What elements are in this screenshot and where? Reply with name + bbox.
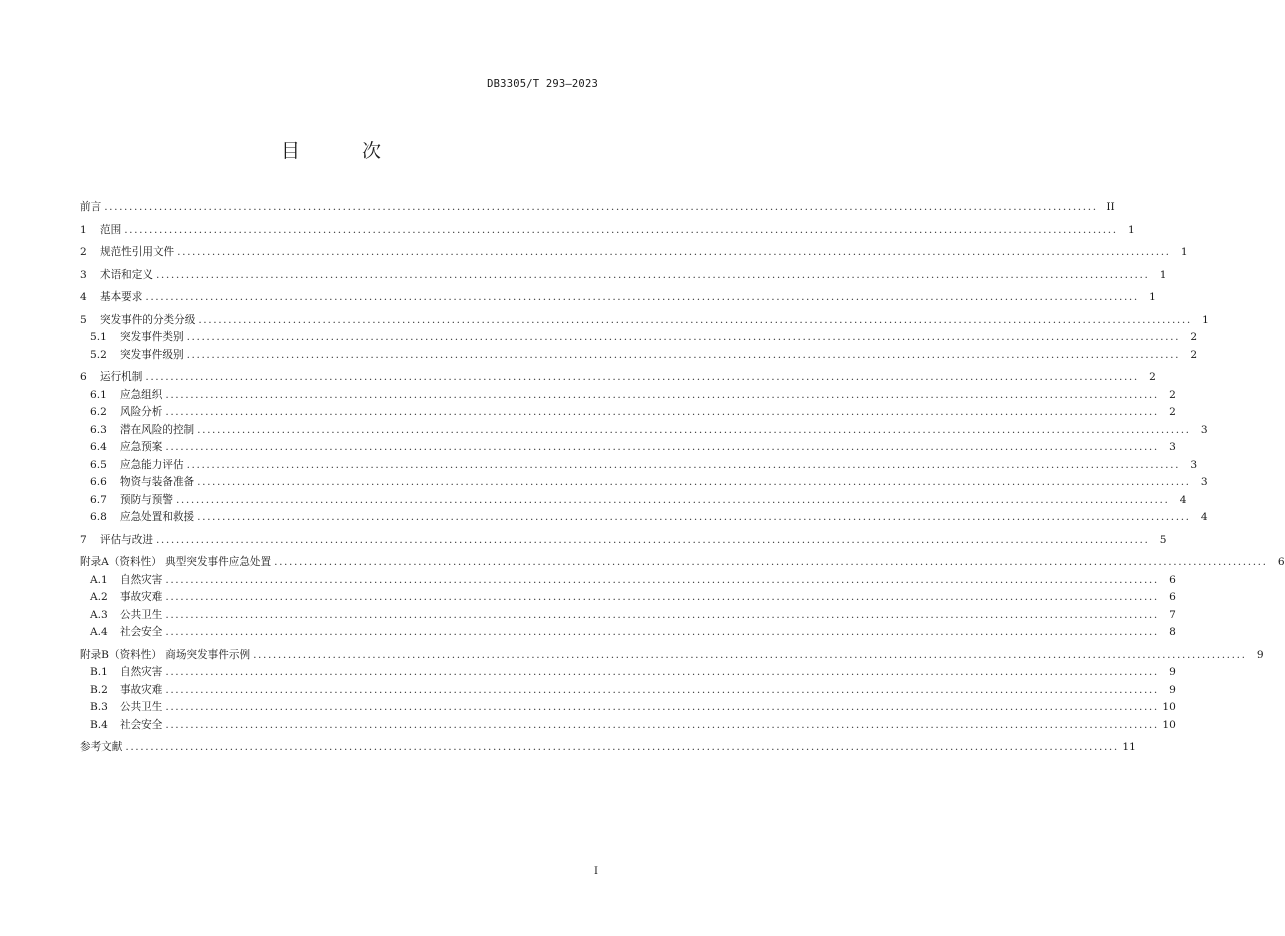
toc-entry-number: 5	[80, 313, 87, 326]
toc-dot-leader: ........................................................................................................................................................................................................	[198, 313, 1192, 326]
toc-entry-number: B.2	[90, 683, 108, 696]
toc-entry-page: 1	[1180, 246, 1188, 258]
toc-entry-page: 1	[1149, 291, 1156, 303]
toc-entry-label: 范围	[100, 223, 122, 236]
toc-entry-number: 6	[80, 371, 87, 383]
toc-dot-leader: ........................................................................................................................................................................................................	[145, 371, 1139, 383]
toc-entry-label: 运行机制	[100, 371, 143, 383]
toc-entry-page: 3	[1200, 476, 1208, 488]
toc-entry-page: 11	[1122, 741, 1136, 753]
toc-entry[interactable]	[80, 199, 1115, 217]
toc-dot-leader: ........................................................................................................................................................................................................	[165, 573, 1159, 586]
toc-entry-page: 1	[1127, 223, 1135, 236]
toc-entry-number: 6.8	[90, 511, 107, 523]
toc-entry-label: 突发事件级别	[120, 348, 184, 361]
toc-entry[interactable]	[80, 474, 1208, 492]
toc-entry[interactable]	[80, 572, 1176, 590]
toc-entry-page: 6	[1169, 591, 1176, 603]
toc-entry-label: 术语和定义	[100, 268, 153, 281]
toc-dot-leader: ........................................................................................................................................................................................................	[253, 648, 1247, 661]
toc-entry[interactable]	[80, 422, 1208, 440]
toc-entry-page: 2	[1169, 406, 1176, 418]
toc-entry-number: 6.3	[90, 423, 107, 436]
toc-entry-page: 8	[1169, 626, 1176, 638]
toc-dot-leader: ........................................................................................................................................................................................................	[197, 423, 1191, 436]
toc-dot-leader: ........................................................................................................................................................................................................	[145, 291, 1139, 303]
toc-entry-number: A.4	[90, 626, 108, 638]
toc-entry-page: 4	[1179, 493, 1187, 506]
toc-entry-number: 6.1	[90, 388, 107, 401]
toc-entry[interactable]	[80, 439, 1176, 457]
toc-dot-leader: ........................................................................................................................................................................................................	[165, 718, 1159, 731]
toc-entry-page: 3	[1190, 458, 1198, 471]
toc-entry-label: 突发事件类别	[120, 331, 184, 343]
toc-entry-label: 自然灾害	[120, 666, 163, 678]
toc-entry-page: 2	[1190, 331, 1198, 343]
toc-entry-number: A.3	[90, 608, 108, 621]
toc-entry-label: 附录B（资料性） 商场突发事件示例	[80, 648, 251, 661]
toc-dot-leader: ........................................................................................................................................................................................................	[186, 458, 1181, 471]
toc-dot-leader: ........................................................................................................................................................................................................	[165, 666, 1159, 678]
toc-entry-page: 6	[1169, 573, 1176, 586]
toc-entry-page: 2	[1190, 348, 1198, 361]
toc-entry-label: 事故灾难	[120, 591, 163, 603]
toc-entry-page: 2	[1169, 388, 1176, 401]
toc-entry-number: B.1	[90, 666, 108, 678]
table-of-contents	[80, 199, 1285, 757]
toc-dot-leader: ........................................................................................................................................................................................................	[125, 741, 1119, 753]
toc-entry-number: 3	[80, 268, 87, 281]
toc-entry[interactable]	[80, 329, 1198, 347]
toc-entry-page: 1	[1159, 268, 1167, 281]
toc-entry-label: 物资与装备准备	[120, 476, 195, 488]
toc-entry[interactable]	[80, 457, 1198, 475]
toc-dot-leader: ........................................................................................................................................................................................................	[165, 406, 1159, 418]
toc-entry[interactable]	[80, 387, 1176, 405]
toc-entry-number: 7	[80, 533, 87, 546]
toc-entry[interactable]	[80, 699, 1176, 717]
toc-entry-page: 7	[1169, 608, 1176, 621]
toc-entry-number: 6.5	[90, 458, 107, 471]
toc-entry-label: 附录A（资料性） 典型突发事件应急处置	[80, 556, 272, 568]
toc-entry-page: 5	[1159, 533, 1167, 546]
toc-entry-page: 3	[1169, 441, 1176, 453]
toc-entry-label: 前言	[80, 201, 102, 213]
toc-entry-number: 6.6	[90, 476, 107, 488]
toc-dot-leader: ........................................................................................................................................................................................................	[186, 331, 1181, 343]
toc-dot-leader: ........................................................................................................................................................................................................	[165, 701, 1159, 713]
toc-entry-label: 应急组织	[120, 388, 163, 401]
toc-entry[interactable]	[80, 369, 1156, 387]
toc-entry[interactable]	[80, 607, 1176, 625]
toc-entry-label: 应急处置和救援	[120, 511, 195, 523]
toc-entry[interactable]	[80, 244, 1188, 262]
toc-entry[interactable]	[80, 624, 1176, 642]
toc-entry-label: 规范性引用文件	[100, 246, 175, 258]
toc-entry[interactable]	[80, 404, 1176, 422]
toc-entry-label: 事故灾难	[120, 683, 163, 696]
toc-dot-leader: ........................................................................................................................................................................................................	[165, 441, 1159, 453]
toc-entry-number: 6.7	[90, 493, 107, 506]
toc-entry-page: 2	[1149, 371, 1156, 383]
toc-entry-number: 2	[80, 246, 87, 258]
toc-entry[interactable]	[80, 739, 1136, 757]
toc-dot-leader: ........................................................................................................................................................................................................	[124, 223, 1118, 236]
toc-entry-label: 公共卫生	[120, 608, 163, 621]
toc-entry[interactable]	[80, 347, 1198, 365]
toc-dot-leader: ........................................................................................................................................................................................................	[165, 683, 1159, 696]
toc-dot-leader: ........................................................................................................................................................................................................	[165, 608, 1159, 621]
toc-entry-label: 自然灾害	[120, 573, 163, 586]
toc-entry-page: 9	[1169, 666, 1176, 678]
toc-entry-number: B.4	[90, 718, 108, 731]
toc-entry-page: 1	[1202, 313, 1209, 326]
toc-entry-page: 9	[1169, 683, 1176, 696]
toc-entry[interactable]	[80, 664, 1176, 682]
toc-title: 目 次	[280, 140, 410, 162]
document-code: DB3305/T 293—2023	[487, 78, 598, 90]
toc-dot-leader: ........................................................................................................................................................................................................	[165, 388, 1159, 401]
toc-entry-number: 6.4	[90, 441, 107, 453]
toc-entry-label: 应急能力评估	[120, 458, 184, 471]
toc-dot-leader: ........................................................................................................................................................................................................	[186, 348, 1181, 361]
toc-entry-label: 预防与预警	[120, 493, 173, 506]
toc-entry-page: 3	[1200, 423, 1208, 436]
toc-entry-label: 基本要求	[100, 291, 143, 303]
toc-entry[interactable]	[80, 222, 1135, 240]
toc-entry-page: 10	[1162, 718, 1176, 731]
toc-entry-label: 应急预案	[120, 441, 163, 453]
toc-entry[interactable]	[80, 267, 1167, 285]
toc-dot-leader: ........................................................................................................................................................................................................	[104, 201, 1098, 213]
toc-dot-leader: ........................................................................................................................................................................................................	[197, 511, 1191, 523]
footer-page-number: I	[594, 866, 598, 877]
toc-entry-label: 公共卫生	[120, 701, 163, 713]
toc-entry-label: 社会安全	[120, 718, 163, 731]
toc-entry-page: 6	[1277, 556, 1285, 568]
toc-entry-number: B.3	[90, 701, 108, 713]
toc-dot-leader: ........................................................................................................................................................................................................	[155, 533, 1150, 546]
toc-entry-label: 评估与改进	[100, 533, 153, 546]
toc-entry-page: 10	[1162, 701, 1176, 713]
toc-entry[interactable]	[80, 289, 1156, 307]
toc-entry-label: 社会安全	[120, 626, 163, 638]
toc-entry-number: 4	[80, 291, 87, 303]
toc-entry-label: 参考文献	[80, 741, 123, 753]
toc-entry-label: 突发事件的分类分级	[100, 313, 196, 326]
toc-entry-number: 5.2	[90, 348, 107, 361]
toc-entry-page: 9	[1256, 648, 1264, 661]
toc-dot-leader: ........................................................................................................................................................................................................	[155, 268, 1150, 281]
toc-entry[interactable]	[80, 312, 1209, 330]
toc-entry[interactable]	[80, 554, 1285, 572]
toc-entry-number: A.1	[90, 573, 108, 586]
toc-entry[interactable]	[80, 647, 1264, 665]
toc-entry[interactable]	[80, 682, 1176, 700]
toc-entry-number: 5.1	[90, 331, 107, 343]
toc-entry-number: A.2	[90, 591, 108, 603]
toc-entry-number: 6.2	[90, 406, 107, 418]
toc-dot-leader: ........................................................................................................................................................................................................	[165, 591, 1159, 603]
toc-entry[interactable]	[80, 532, 1167, 550]
toc-entry[interactable]	[80, 717, 1176, 735]
toc-entry[interactable]	[80, 492, 1187, 510]
toc-entry-label: 风险分析	[120, 406, 163, 418]
toc-dot-leader: ........................................................................................................................................................................................................	[165, 626, 1159, 638]
toc-dot-leader: ........................................................................................................................................................................................................	[177, 246, 1171, 258]
toc-dot-leader: ........................................................................................................................................................................................................	[175, 493, 1170, 506]
toc-entry[interactable]	[80, 589, 1176, 607]
toc-entry-page: 4	[1200, 511, 1208, 523]
toc-entry[interactable]	[80, 509, 1208, 527]
toc-entry-label: 潜在风险的控制	[120, 423, 195, 436]
toc-entry-page: II	[1106, 201, 1115, 213]
toc-dot-leader: ........................................................................................................................................................................................................	[274, 556, 1268, 568]
toc-dot-leader: ........................................................................................................................................................................................................	[197, 476, 1191, 488]
toc-entry-number: 1	[80, 223, 87, 236]
